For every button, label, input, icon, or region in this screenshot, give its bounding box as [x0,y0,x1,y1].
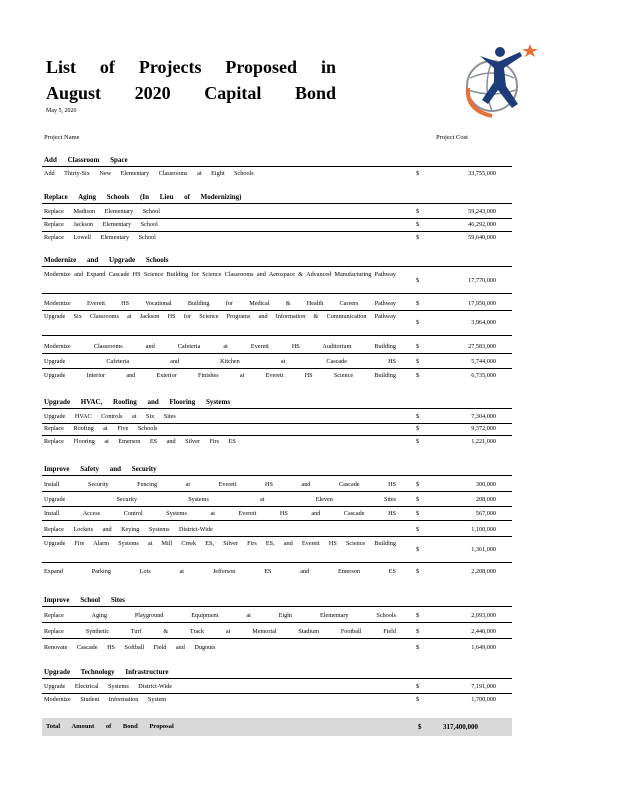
project-name: Upgrade Cafeteria and Kitchen at Cascade HS [44,358,396,365]
document-title [46,54,336,106]
currency-symbol: $ [416,170,420,177]
project-row [44,206,510,218]
project-row [44,298,510,310]
currency-symbol: $ [416,546,420,553]
project-row [44,694,510,706]
project-cost: 5,744,000 [471,358,496,365]
project-name: Replace Synthetic Turf & Track at Memorial Stadium Football Field [44,628,396,635]
project-name: Upgrade HVAC Controls at Six Sites [44,413,176,420]
section-title: Modernize and Upgrade Schools [44,256,169,264]
currency-symbol: $ [416,208,420,215]
project-cost: 17,950,000 [468,300,496,307]
project-cost: 9,372,000 [471,425,496,432]
row-divider [42,506,512,507]
project-cost: 27,583,000 [468,343,496,350]
project-cost: 6,735,000 [471,372,496,379]
row-divider [42,562,512,563]
currency-symbol: $ [416,644,420,651]
section-title: Improve Safety and Security [44,465,157,473]
project-name: Modernize Classrooms and Cafeteria at Everett HS Auditorium Building [44,343,396,350]
project-name: Add Thirty-Six New Elementary Classrooms at Eight Schools [44,170,254,177]
total-value: 317,400,000 [443,723,478,731]
project-row [44,356,510,368]
section-divider [42,606,512,607]
project-name: Renovate Cascade HS Softball Field and Dugouts [44,644,216,651]
project-row [44,538,510,562]
total-label: Total Amount of Bond Proposal [46,723,174,730]
project-name: Replace Madison Elementary School [44,208,160,215]
currency-symbol: $ [416,277,420,284]
project-row [44,411,510,423]
project-cost: 33,755,000 [468,170,496,177]
project-row [44,341,510,353]
project-cost: 300,000 [475,481,496,488]
section-title: Improve School Sites [44,596,125,604]
project-name: Upgrade Six Classrooms at Jackson HS for Science Programs and Information & Communication Pathway [44,313,396,320]
project-cost: 1,361,000 [471,546,496,553]
row-divider [42,638,512,639]
row-divider [42,622,512,623]
project-cost: 7,304,000 [471,413,496,420]
row-divider [42,520,512,521]
column-header-cost: Project Cost [436,134,468,141]
project-name: Replace Aging Playground Equipment at Eight Elementary Schools [44,612,396,619]
section-divider [42,678,512,679]
project-name: Install Access Control Systems at Everett HS and Cascade HS [44,510,396,517]
section-title: Upgrade HVAC, Roofing and Flooring Systems [44,398,231,406]
currency-symbol: $ [416,526,420,533]
title-line-1: List of Projects Proposed in [46,57,336,77]
project-cost: 2,440,000 [471,628,496,635]
row-divider [42,353,512,354]
project-row [44,436,510,448]
project-cost: 2,093,000 [471,612,496,619]
total-currency: $ [418,723,422,731]
project-name: Upgrade Security Systems at Eleven Sites [44,496,396,503]
project-name: Expand Parking Lots at Jefferson ES and Emerson ES [44,568,396,575]
project-row [44,219,510,231]
project-cost: 567,000 [475,510,496,517]
project-row [44,681,510,693]
currency-symbol: $ [416,358,420,365]
section-divider [42,266,512,267]
project-row [44,626,510,638]
row-divider [42,293,512,294]
project-name: Replace Flooring at Emerson ES and Silver Firs ES [44,438,236,445]
project-name: Modernize Student Information System [44,696,167,703]
currency-symbol: $ [416,425,420,432]
currency-symbol: $ [416,300,420,307]
project-name: Install Security Fencing at Everett HS and Cascade HS [44,481,396,488]
row-divider [42,335,512,336]
project-row [44,370,510,382]
section-divider [42,203,512,204]
currency-symbol: $ [416,343,420,350]
currency-symbol: $ [416,568,420,575]
row-divider [42,368,512,369]
project-row [44,479,510,491]
project-row [44,494,510,506]
currency-symbol: $ [416,496,420,503]
project-cost: 2,208,000 [471,568,496,575]
project-cost: 59,640,000 [468,234,496,241]
project-name: Replace Lowell Elementary School [44,234,156,241]
column-header-project: Project Name [44,134,80,141]
section-divider [42,166,512,167]
project-name: Replace Roofing at Five Schools [44,425,158,432]
project-cost: 59,243,000 [468,208,496,215]
project-row [44,168,510,180]
currency-symbol: $ [416,481,420,488]
currency-symbol: $ [416,438,420,445]
project-name: Replace Lockets and Keying Systems District-Wide [44,526,213,533]
project-row [44,269,510,293]
currency-symbol: $ [416,696,420,703]
project-row [44,642,510,654]
project-row [44,508,510,520]
project-cost: 17,770,000 [468,277,496,284]
project-row [44,311,510,335]
project-cost: 3,964,000 [471,319,496,326]
currency-symbol: $ [416,319,420,326]
currency-symbol: $ [416,372,420,379]
section-divider [42,475,512,476]
project-cost: 1,100,000 [471,526,496,533]
project-name: Upgrade Fire Alarm Systems at Mill Creek ES, Silver Firs ES, and Everett HS Science Building [44,540,396,547]
project-cost: 46,292,000 [468,221,496,228]
section-divider [42,408,512,409]
document-date: May 5, 2020 [46,108,77,114]
project-row [44,566,510,578]
project-cost: 1,221,000 [471,438,496,445]
section-title: Add Classroom Space [44,156,128,164]
project-row [44,423,510,435]
project-name: Upgrade Electrical Systems District-Wide [44,683,173,690]
currency-symbol: $ [416,221,420,228]
project-cost: 1,700,000 [471,696,496,703]
currency-symbol: $ [416,628,420,635]
section-title: Upgrade Technology Infrastructure [44,668,169,676]
total-row [42,718,512,736]
section-title: Replace Aging Schools (In Lieu of Modernizing) [44,193,242,201]
project-row [44,524,510,536]
currency-symbol: $ [416,612,420,619]
title-line-2: August 2020 Capital Bond [46,83,336,103]
project-name: Upgrade Interior and Exterior Finishes at Everett HS Science Building [44,372,396,379]
row-divider [42,491,512,492]
currency-symbol: $ [416,683,420,690]
district-logo [458,38,544,120]
project-row [44,232,510,244]
project-name: Replace Jackson Elementary School [44,221,158,228]
currency-symbol: $ [416,413,420,420]
project-cost: 7,191,000 [471,683,496,690]
row-divider [42,536,512,537]
currency-symbol: $ [416,234,420,241]
project-cost: 208,000 [475,496,496,503]
project-name: Modernize Everett HS Vocational Building for Medical & Health Careers Pathway [44,300,396,307]
project-name: Modernize and Expand Cascade HS Science Building for Science Classrooms and Aerospace & Advanced Manufacturing Pathway [44,271,396,278]
project-cost: 1,649,000 [471,644,496,651]
project-row [44,610,510,622]
currency-symbol: $ [416,510,420,517]
